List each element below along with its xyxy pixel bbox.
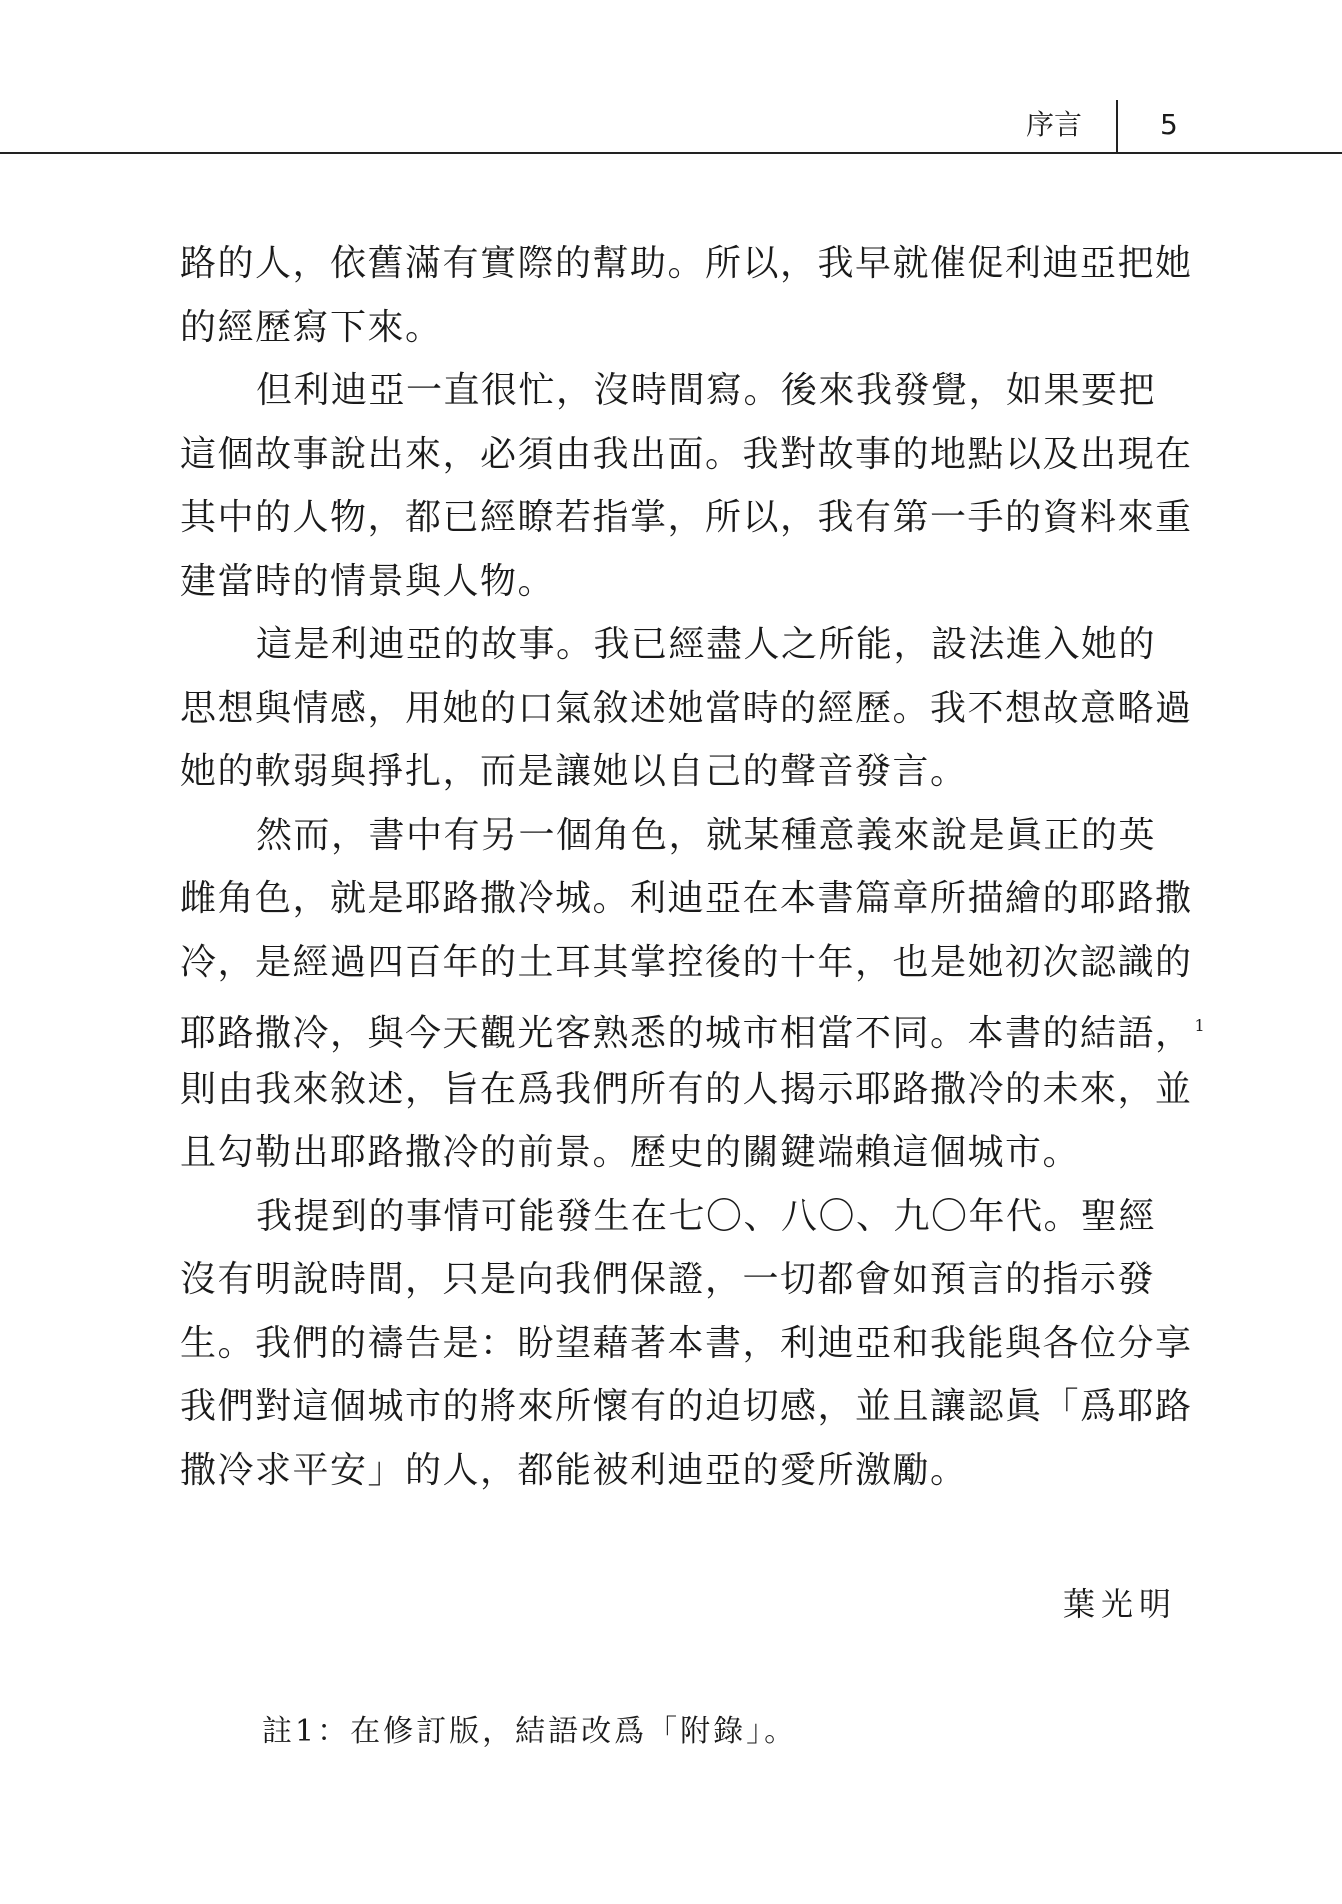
body-line: 我提到的事情可能發生在七〇、八〇、九〇年代。聖經 (256, 1195, 1157, 1237)
body-line: 然而，書中有另一個角色，就某種意義來說是眞正的英 (256, 814, 1157, 856)
body-line-text: 耶路撒冷，與今天觀光客熟悉的城市相當不同。本書的結語， (180, 1013, 1193, 1054)
body-line: 建當時的情景與人物。 (180, 560, 556, 602)
body-line: 這是利迪亞的故事。我已經盡人之所能，設法進入她的 (256, 624, 1157, 665)
body-line: 雌角色，就是耶路撒冷城。利迪亞在本書篇章所描繪的耶路撒 (180, 878, 1193, 919)
body-line: 我們對這個城市的將來所懷有的迫切感，並且讓認眞「爲耶路 (180, 1386, 1193, 1427)
author-signature: 葉光明 (1062, 1585, 1177, 1623)
body-line: 生。我們的禱告是：盼望藉著本書，利迪亞和我能與各位分享 (180, 1322, 1193, 1364)
footnote: 註1：在修訂版，結語改爲「附錄」。 (262, 1714, 798, 1749)
body-line: 她的軟弱與掙扎，而是讓她以自己的聲音發言。 (180, 751, 968, 792)
header-divider (1116, 100, 1118, 153)
body-line: 冷，是經過四百年的土耳其掌控後的十年，也是她初次認識的 (180, 941, 1193, 983)
section-title: 序言 (1025, 108, 1082, 141)
body-line: 思想與情感，用她的口氣敘述她當時的經歷。我不想故意略過 (180, 687, 1193, 729)
body-line-with-footnote (180, 994, 1207, 1058)
header-rule (0, 152, 1342, 154)
body-line: 沒有明說時間，只是向我們保證，一切都會如預言的指示發 (180, 1259, 1156, 1300)
body-text (180, 232, 1207, 1502)
footnote-reference: 1 (1194, 1016, 1207, 1035)
body-line: 路的人，依舊滿有實際的幫助。所以，我早就催促利迪亞把她 (180, 243, 1193, 284)
body-line: 這個故事說出來，必須由我出面。我對故事的地點以及出現在 (180, 433, 1193, 475)
body-line: 的經歷寫下來。 (180, 306, 443, 348)
body-line: 但利迪亞一直很忙，沒時間寫。後來我發覺，如果要把 (256, 370, 1157, 411)
body-line: 其中的人物，都已經瞭若指掌，所以，我有第一手的資料來重 (180, 497, 1193, 538)
body-line: 撒冷求平安」的人，都能被利迪亞的愛所激勵。 (180, 1449, 968, 1491)
body-line: 則由我來敘述，旨在爲我們所有的人揭示耶路撒冷的未來，並 (180, 1068, 1193, 1110)
body-line: 且勾勒出耶路撒冷的前景。歷史的關鍵端賴這個城市。 (180, 1132, 1081, 1173)
page-number: 5 (1160, 108, 1178, 141)
